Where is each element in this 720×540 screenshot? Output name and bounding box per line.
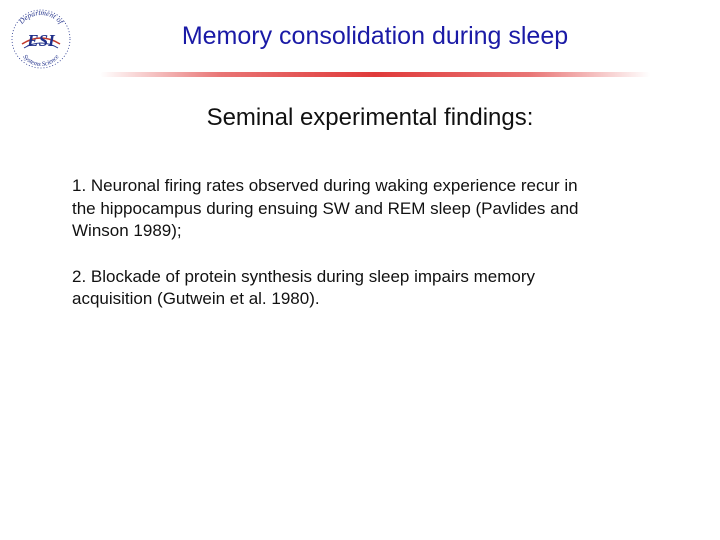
svg-text:Department of bbox=[16, 8, 66, 26]
findings-list bbox=[72, 175, 682, 334]
logo-top-text: Department of bbox=[16, 7, 66, 26]
finding-line: the hippocampus during ensuing SW and REM sleep (Pavlides and bbox=[72, 198, 579, 218]
section-subtitle: Seminal experimental findings: bbox=[206, 104, 534, 131]
finding-item-2 bbox=[72, 266, 682, 311]
svg-text:Systems Science bbox=[21, 53, 60, 68]
logo-bottom-text: Systems Science bbox=[21, 53, 61, 69]
finding-line: acquisition (Gutwein et al. 1980). bbox=[72, 289, 320, 308]
department-logo bbox=[8, 4, 74, 70]
finding-item-1 bbox=[72, 175, 682, 243]
finding-line: 1. Neuronal firing rates observed during waking experience recur in bbox=[72, 176, 578, 195]
finding-line: Winson 1989); bbox=[72, 221, 182, 240]
page-title: Memory consolidation during sleep bbox=[181, 22, 569, 50]
logo-seal-icon bbox=[8, 4, 74, 70]
title-divider bbox=[100, 72, 650, 77]
finding-line: 2. Blockade of protein synthesis during sleep impairs memory bbox=[72, 266, 535, 286]
logo-main-text: ESI bbox=[27, 31, 55, 50]
